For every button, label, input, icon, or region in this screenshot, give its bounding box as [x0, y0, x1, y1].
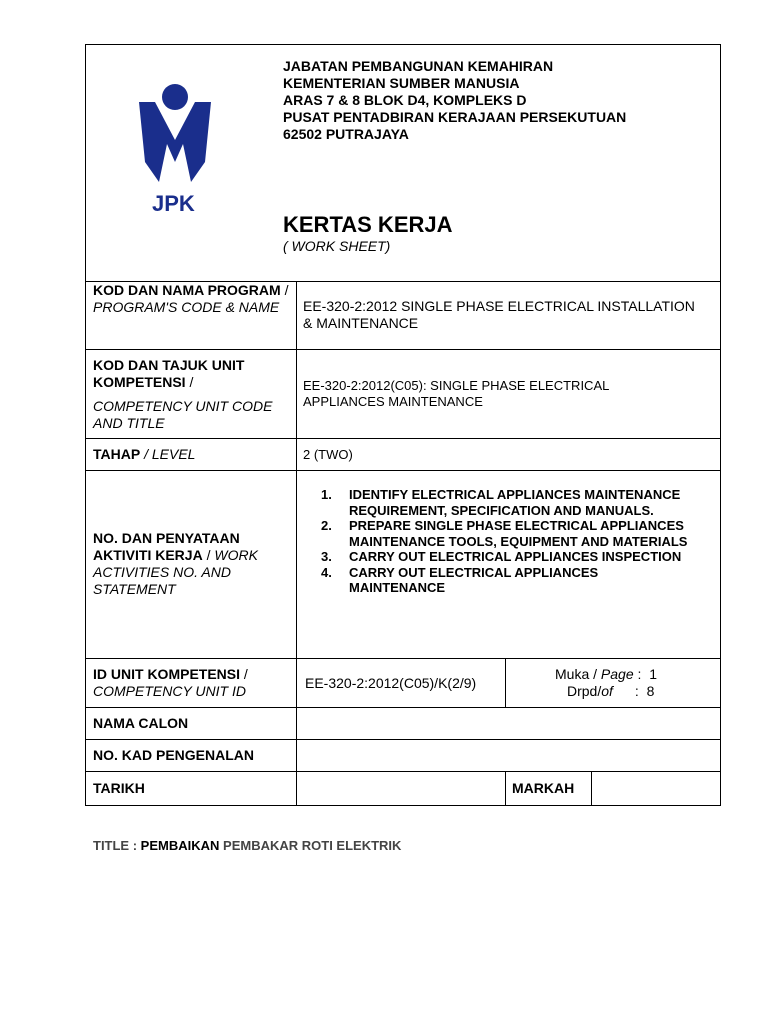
unit-label — [93, 357, 289, 432]
unit-id-value: EE-320-2:2012(C05)/K(2/9) — [305, 675, 477, 691]
label-separator: / — [240, 666, 248, 682]
unit-id-label-en: COMPETENCY UNIT ID — [93, 683, 246, 699]
page-colon: : — [637, 666, 642, 682]
date-label: TARIKH — [93, 780, 145, 796]
level-label — [93, 446, 289, 463]
org-line: PUSAT PENTADBIRAN KERAJAAN PERSEKUTUAN — [283, 109, 627, 125]
page-number-line — [555, 666, 715, 683]
label-separator: / — [280, 282, 289, 298]
of-colon: : — [634, 683, 639, 699]
page-number: 1 — [649, 666, 658, 682]
org-line: 62502 PUTRAJAYA — [283, 126, 409, 142]
jpk-logo-text: JPK — [152, 191, 195, 216]
row-divider — [86, 349, 720, 350]
level-value: 2 (TWO) — [303, 447, 353, 462]
activities-label — [93, 530, 289, 598]
label-separator: / — [202, 547, 215, 563]
jpk-logo — [135, 82, 215, 182]
unit-value: EE-320-2:2012(C05): SINGLE PHASE ELECTRICAL APPLIANCES MAINTENANCE — [303, 378, 609, 409]
list-item — [321, 549, 691, 565]
row-divider — [86, 438, 720, 439]
marks-field[interactable] — [593, 773, 719, 804]
activity-text: PREPARE SINGLE PHASE ELECTRICAL APPLIANCES MAINTENANCE TOOLS, EQUIPMENT AND MATERIALS — [349, 518, 688, 549]
page-label-en: Page — [600, 666, 634, 682]
document-title: KERTAS KERJA — [283, 212, 453, 237]
program-label-ms: KOD DAN NAMA PROGRAM — [93, 282, 281, 298]
page-indicator — [555, 666, 715, 700]
level-label-en: / LEVEL — [140, 446, 196, 462]
date-field[interactable] — [298, 773, 504, 804]
program-label-en: PROGRAM'S CODE & NAME — [93, 299, 280, 315]
program-value: EE-320-2:2012 SINGLE PHASE ELECTRICAL INSTALLATION & MAINTENANCE — [303, 298, 695, 331]
unit-id-label-ms: ID UNIT KOMPETENSI — [93, 666, 241, 682]
column-divider — [296, 281, 297, 805]
ic-number-field[interactable] — [298, 741, 719, 770]
row-divider — [86, 739, 720, 740]
activity-text: IDENTIFY ELECTRICAL APPLIANCES MAINTENANCE REQUIREMENT, SPECIFICATION AND MANUALS. — [349, 487, 681, 518]
activity-number: 1. — [321, 487, 332, 502]
candidate-name-label: NAMA CALON — [93, 715, 189, 731]
title-prefix: TITLE : — [93, 838, 138, 853]
activities-label-ms: NO. DAN PENYATAAN AKTIVITI KERJA — [93, 530, 240, 563]
organization-address — [283, 58, 713, 143]
list-item — [321, 565, 691, 596]
candidate-name-field[interactable] — [298, 709, 719, 738]
ic-number-label: NO. KAD PENGENALAN — [93, 747, 255, 763]
title-rest: PEMBAKAR ROTI ELEKTRIK — [223, 838, 402, 853]
page-total: 8 — [646, 683, 655, 699]
list-item — [321, 518, 691, 549]
unit-label-en: COMPETENCY UNIT CODE AND TITLE — [93, 398, 273, 431]
activity-number: 3. — [321, 549, 332, 564]
activity-text: CARRY OUT ELECTRICAL APPLIANCES INSPECTION — [349, 549, 682, 564]
row-divider — [86, 658, 720, 659]
row-divider — [86, 470, 720, 471]
list-item — [321, 487, 691, 518]
program-label — [93, 282, 289, 316]
org-line: KEMENTERIAN SUMBER MANUSIA — [283, 75, 520, 91]
page-label: Muka / — [555, 666, 598, 682]
page-total-line — [555, 683, 715, 700]
activity-text: CARRY OUT ELECTRICAL APPLIANCES MAINTENANCE — [349, 564, 599, 595]
of-label: Drpd/ — [567, 683, 602, 699]
title-bold: PEMBAIKAN — [140, 838, 220, 853]
row-divider — [86, 707, 720, 708]
worksheet-title — [93, 838, 401, 854]
document-subtitle: ( WORK SHEET) — [283, 238, 391, 254]
unit-label-ms: KOD DAN TAJUK UNIT KOMPETENSI — [93, 357, 245, 390]
activities-list — [321, 487, 691, 596]
column-divider — [505, 658, 506, 707]
org-line: JABATAN PEMBANGUNAN KEMAHIRAN — [283, 58, 554, 74]
org-line: ARAS 7 & 8 BLOK D4, KOMPLEKS D — [283, 92, 527, 108]
activities-label-en: WORK ACTIVITIES NO. AND STATEMENT — [93, 547, 258, 597]
unit-id-label — [93, 666, 293, 700]
label-separator: / — [185, 374, 194, 390]
activity-number: 2. — [321, 518, 332, 533]
activity-number: 4. — [321, 564, 332, 580]
column-divider — [505, 771, 506, 805]
jpk-logo-mark — [135, 82, 215, 182]
marks-label: MARKAH — [512, 780, 575, 796]
level-label-ms: TAHAP — [93, 446, 141, 462]
column-divider — [591, 771, 592, 805]
of-label-en: of — [601, 683, 613, 699]
row-divider — [86, 771, 720, 772]
